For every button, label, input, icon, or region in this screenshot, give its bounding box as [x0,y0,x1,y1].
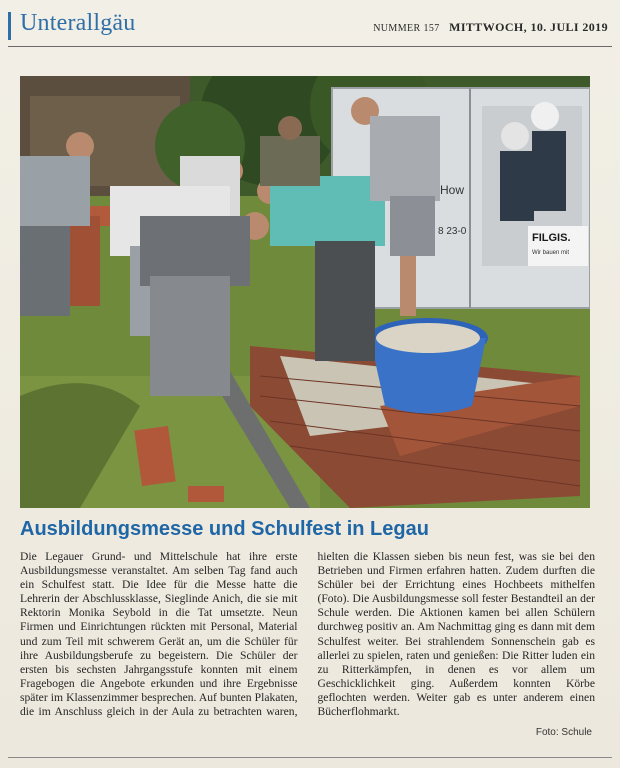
article-paragraph: Die Legauer Grund- und Mittelschule hat ihre erste Ausbildungsmesse veranstaltet. Am selben Tag fand auch ein Schulfest statt. Die Idee für die Messe hatte die Lehrerin der Abschlussklasse, Sieglinde Anich, die sie mit Rektorin Monika Seybold in die Tat umsetzte. Neun Firmen und Einrichtungen rückten mit Personal, Material und zum Teil mit schwerem Gerät an, um die Schüler für ihre Ausbildungsberufe zu begeistern. Die Schüler der ersten bis sechsten Jahrgangsstufe konnten mit einem Fragebogen die Angebote erkunden und ihre Ergebnisse später im Klassenzimmer besprechen. Auf bunten Plakaten, die im Anschluss gleich in der Aula zu betrachten waren, hielten die Klassen sieben bis neun fest, was sie bei den Betrieben und Firmen erfahren hatten. Zudem durften die Schüler bei der Errichtung eines Hochbeets mithelfen (Foto). Die Ausbildungsmesse soll fester Bestandteil an der Schule werden. Die Aktionen kamen bei allen Schülern durchweg positiv an. Am Nachmittag ging es dann mit dem Schulfest weiter. Bei strahlendem Sonnenschein gab es allerlei zu spielen, raten und genießen: Die Ritter luden ein zu Ritterkämpfen, in denen es vor allem um Geschicklichkeit ging. Außerdem konnten Körbe geflochten werden. Weiter gab es unter anderem einen Bücherflohmarkt. [20,550,595,719]
article-photo [20,76,590,508]
masthead [8,6,612,47]
section-title: Unterallgäu [20,10,136,36]
banner-phone-text: 8 23-0 [438,226,467,237]
photo-illustration [20,76,590,508]
banner-slogan-text: Wir bauen mit [532,250,570,256]
page-bottom-rule [8,757,612,758]
issue-date: MITTWOCH, 10. JULI 2019 [449,20,608,34]
banner-how-text: How [440,183,465,197]
photo-credit: Foto: Schule [535,727,592,738]
issue-info [373,20,608,35]
banner-brand-text: FILGIS. [532,232,571,244]
article-headline: Ausbildungsmesse und Schulfest in Legau [20,518,429,540]
issue-number: NUMMER 157 [373,23,440,34]
article-body [20,550,595,746]
masthead-accent-bar [8,12,11,40]
